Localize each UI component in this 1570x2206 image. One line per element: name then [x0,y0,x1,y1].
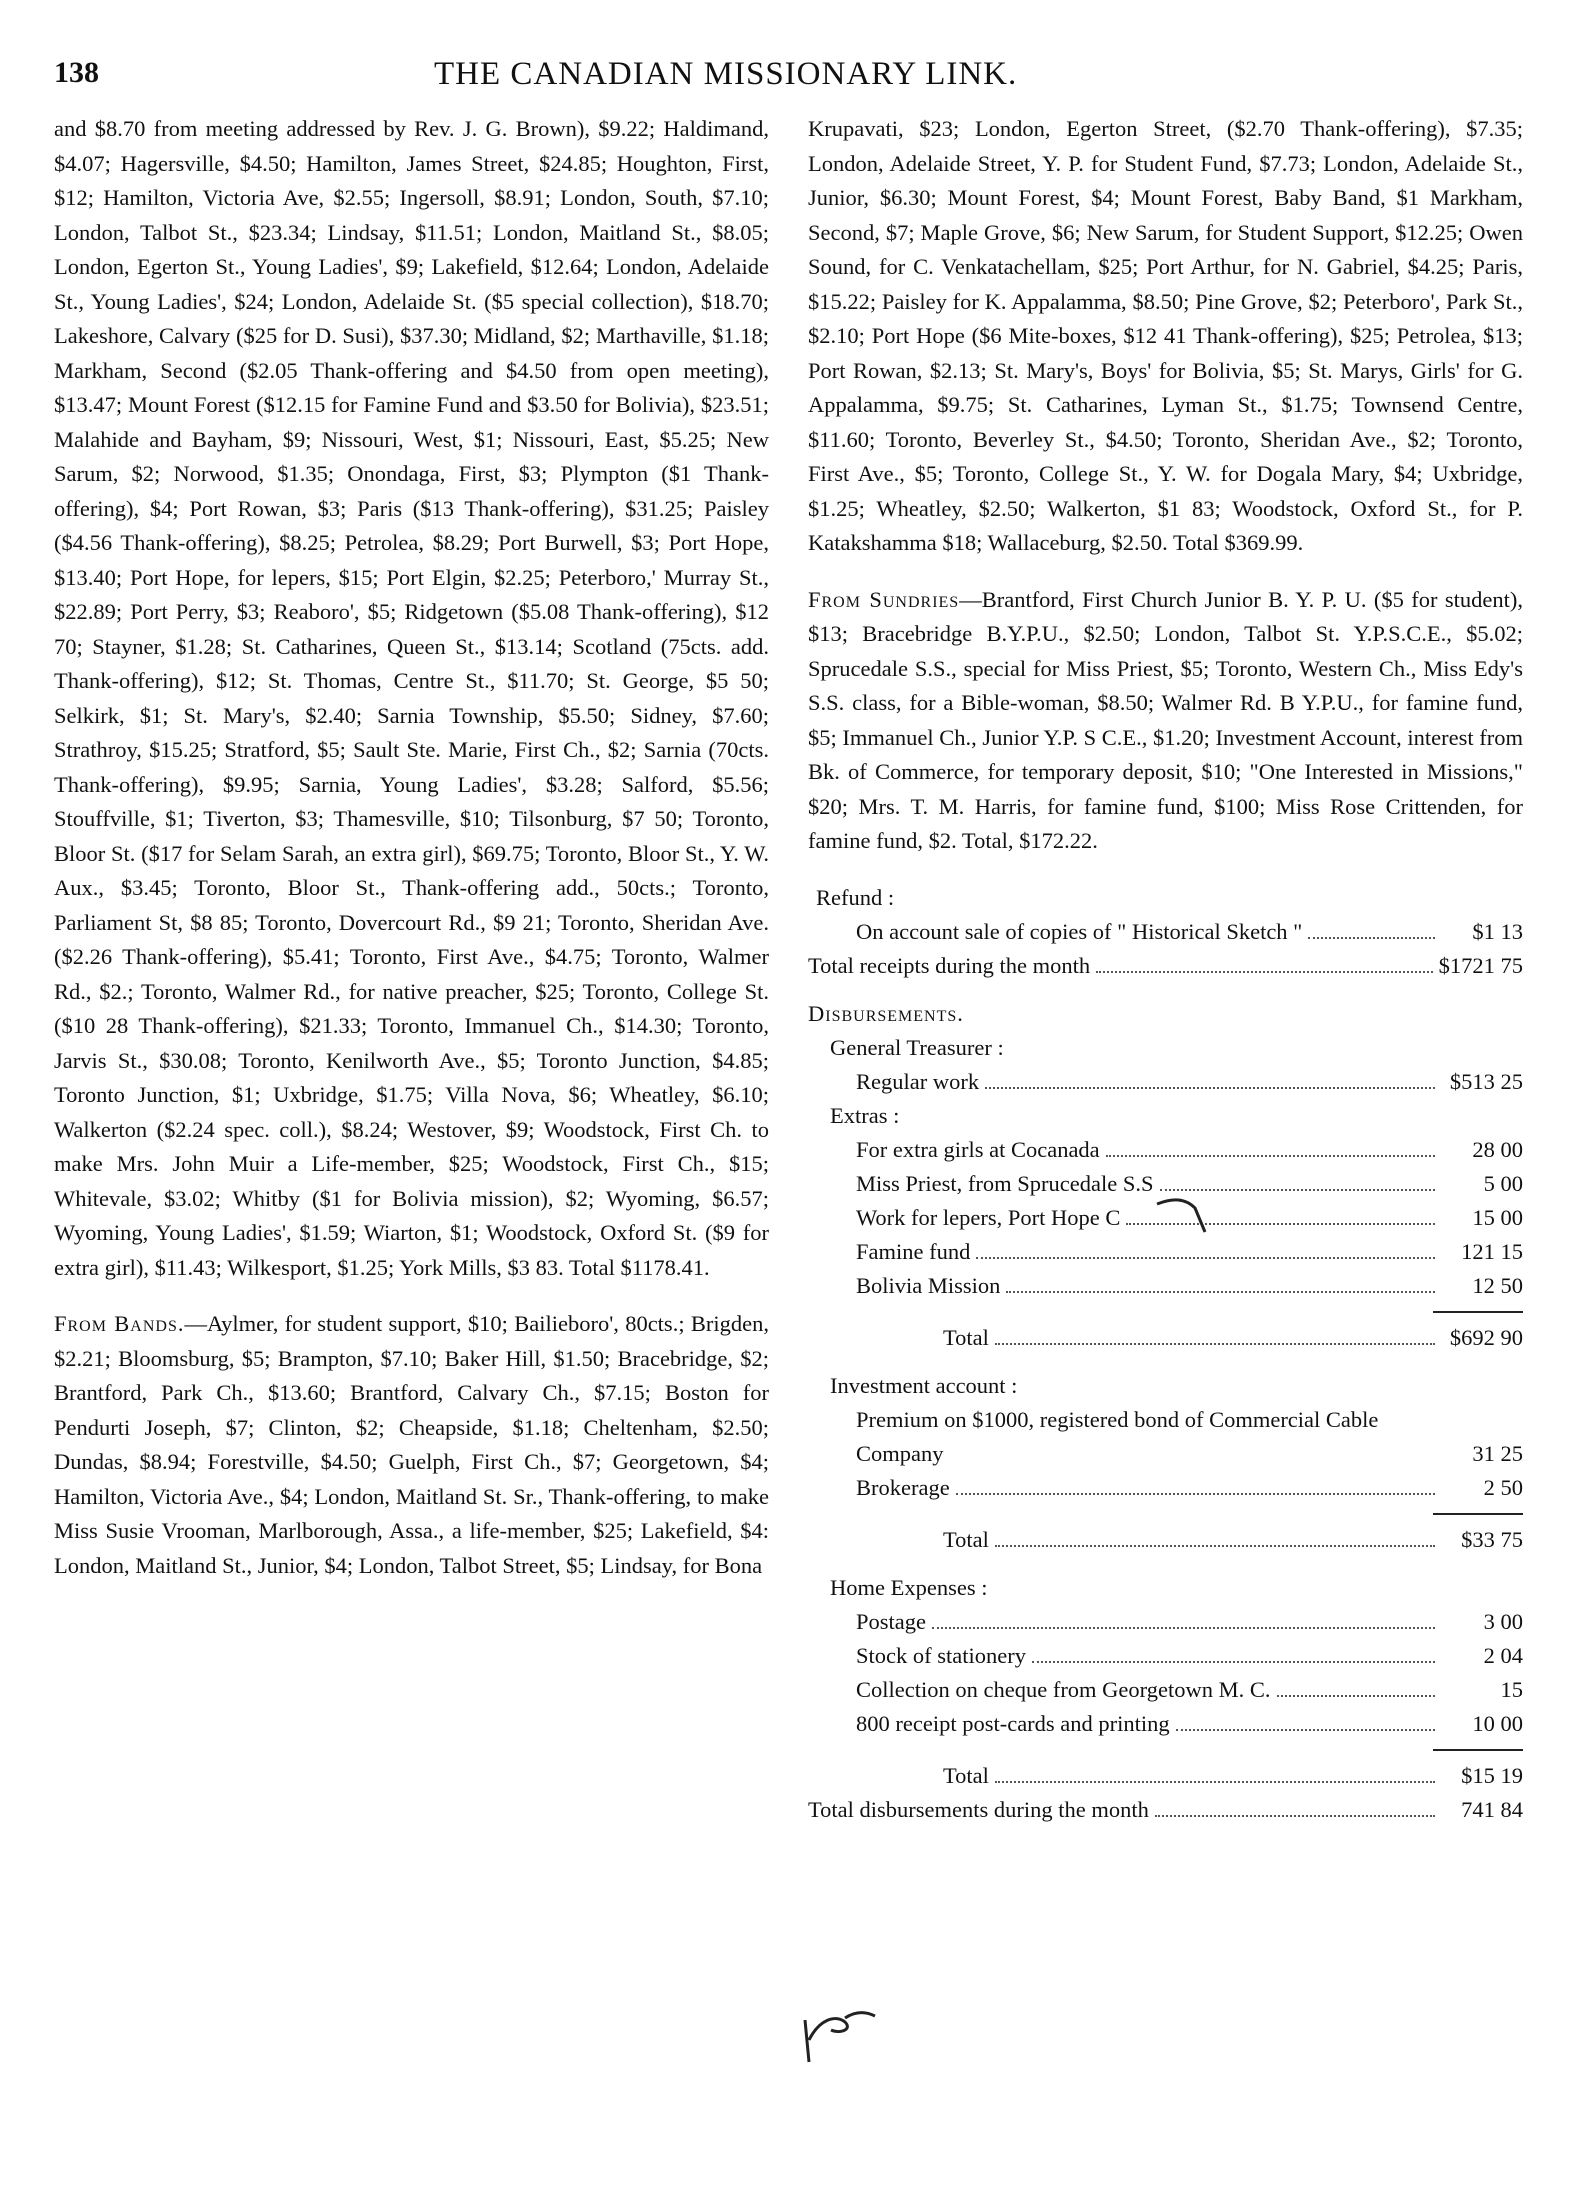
sundries-text: —Brantford, First Church Junior B. Y. P. U. ($5 for student), $13; Bracebridge B.Y.P.U., $2.50; London, Talbot St. Y.P.S.C.E., $5.02; Sprucedale S.S., special for Miss Priest, $5; Toronto, Western Ch., Miss Edy's S.S. class, for a Bible-woman, $8.50; Walmer Rd. B Y.P.U., for famine fund, $5; Immanuel Ch., Junior Y.P. S C.E., $1.20; Investment Account, interest from Bk. of Commerce, for temporary deposit, $10; "One Interested in Missions," $20; Mrs. T. M. Harris, for famine fund, $100; Miss Rose Crittenden, for famine fund, $2. Total, $172.22. [808,586,1523,853]
total-label: Total [943,1324,989,1350]
right-column [808,112,1523,1827]
ledger-label: 800 receipt post-cards and printing [856,1710,1170,1736]
disbursements-heading: Disbursements. [808,1000,964,1026]
leader-dots [995,1343,1435,1345]
leader-dots [1277,1695,1435,1697]
ledger-row [856,1707,1523,1741]
running-title: THE CANADIAN MISSIONARY LINK. [434,56,1018,92]
ledger-label: Postage [856,1608,926,1634]
sum-rule [1433,1513,1523,1515]
page-number: 138 [54,56,99,89]
total-receipts-label: Total receipts during the month [808,952,1091,978]
general-treasurer-heading: General Treasurer : [830,1034,1004,1060]
page-header [54,56,1554,106]
ledger-amount: 3 00 [1483,1608,1523,1634]
total-disbursements-row [808,1793,1523,1827]
ledger-row [856,1133,1523,1167]
regular-work-row [856,1065,1523,1099]
ledger-label: Collection on cheque from Georgetown M. C. [856,1676,1271,1702]
refund-heading: Refund : [816,884,895,910]
leader-dots [1106,1155,1435,1157]
investment-total-row [808,1523,1523,1557]
home-total-amount: $15 19 [1461,1762,1523,1788]
bands-heading: From Bands. [54,1311,185,1336]
ledger-row [856,1269,1523,1303]
bands-text: —Aylmer, for student support, $10; Bailieboro', 80cts.; Brigden, $2.21; Bloomsburg, $5; Brampton, $7.10; Baker Hill, $1.50; Bracebridge, $2; Brantford, Park Ch., $13.60; Brantford, Calvary Ch., $7.15; Boston for Pendurti Joseph, $7; Clinton, $2; Cheapside, $1.18; Cheltenham, $2.50; Dundas, $8.94; Forestville, $4.50; Guelph, First Ch., $7; Georgetown, $4; Hamilton, Victoria Ave., $4; London, Maitland St. Sr., Thank-offering, to make Miss Susie Vrooman, Marlborough, Assa., a life-member, $25; Lakefield, $4: London, Maitland St., Junior, $4; London, Talbot Street, $5; Lindsay, for Bona [54,1311,769,1578]
ledger-row [856,1605,1523,1639]
treasurer-total-row [808,1321,1523,1355]
extras-heading: Extras : [830,1102,900,1128]
handwritten-tick-mark [1155,1190,1215,1240]
investment-premium-label: Premium on $1000, registered bond of Commercial Cable Company [856,1406,1379,1466]
ledger-amount: 15 00 [1472,1204,1523,1230]
brokerage-amount: 2 50 [1483,1474,1523,1500]
regular-work-label: Regular work [856,1068,980,1094]
bands-paragraph [54,1307,769,1583]
ledger-label: Stock of stationery [856,1642,1026,1668]
investment-total-amount: $33 75 [1461,1526,1523,1552]
brokerage-row [856,1471,1523,1505]
ledger-amount: 5 00 [1483,1170,1523,1196]
leader-dots [995,1545,1435,1547]
leader-dots [1308,937,1435,939]
ledger-label: Miss Priest, from Sprucedale S.S [856,1170,1154,1196]
leader-dots [985,1087,1435,1089]
ledger-amount: 2 04 [1483,1642,1523,1668]
total-label: Total [943,1526,989,1552]
ledger-label: Famine fund [856,1238,971,1264]
sundries-paragraph [808,583,1523,859]
refund-amount: $1 13 [1472,918,1523,944]
ledger-amount: 15 [1500,1676,1523,1702]
ledger-label: For extra girls at Cocanada [856,1136,1100,1162]
investment-premium-amount: 31 25 [1472,1440,1523,1466]
leader-dots [1096,971,1433,973]
total-disbursements-label: Total disbursements during the month [808,1796,1149,1822]
brokerage-label: Brokerage [856,1474,950,1500]
leader-dots [1032,1661,1435,1663]
leader-dots [1155,1815,1435,1817]
ledger-label: Bolivia Mission [856,1272,1001,1298]
ledger-amount: 28 00 [1472,1136,1523,1162]
leader-dots [995,1781,1435,1783]
ledger-amount: 10 00 [1472,1710,1523,1736]
regular-work-amount: $513 25 [1449,1068,1523,1094]
leader-dots [976,1257,1435,1259]
leader-dots [1176,1729,1435,1731]
ledger-amount: 12 50 [1472,1272,1523,1298]
circles-paragraph: and $8.70 from meeting addressed by Rev. J. G. Brown), $9.22; Haldimand, $4.07; Hagersville, $4.50; Hamilton, James Street, $24.85; Houghton, First, $12; Hamilton, Victoria Ave, $2.55; Ingersoll, $8.91; London, South, $7.10; London, Talbot St., $23.34; Lindsay, $11.51; London, Maitland St., $8.05; London, Egerton St., Young Ladies', $9; Lakefield, $12.64; London, Adelaide St., Young Ladies', $24; London, Adelaide St. ($5 special collection), $18.70; Lakeshore, Calvary ($25 for D. Susi), $37.30; Midland, $2; Marthaville, $1.18; Markham, Second ($2.05 Thank-offering and $4.50 from open meeting), $13.47; Mount Forest ($12.15 for Famine Fund and $3.50 for Bolivia), $23.51; Malahide and Bayham, $9; Nissouri, West, $1; Nissouri, East, $5.25; New Sarum, $2; Norwood, $1.35; Onondaga, First, $3; Plympton ($1 Thank-offering), $4; Port Rowan, $3; Paris ($13 Thank-offering), $31.25; Paisley ($4.56 Thank-offering), $8.25; Petrolea, $8.29; Port Burwell, $3; Port Hope, $13.40; Port Hope, for lepers, $15; Port Elgin, $2.25; Peterboro,' Murray St., $22.89; Port Perry, $3; Reaboro', $5; Ridgetown ($5.08 Thank-offering), $12 70; Stayner, $1.28; St. Catharines, Queen St., $13.14; Scotland (75cts. add. Thank-offering), $12; St. Thomas, Centre St., $11.70; St. George, $5 50; Selkirk, $1; St. Mary's, $2.40; Sarnia Township, $5.50; Sidney, $7.60; Strathroy, $15.25; Stratford, $5; Sault Ste. Marie, First Ch., $2; Sarnia (70cts. Thank-offering), $9.95; Sarnia, Young Ladies', $3.28; Salford, $5.56; Stouffville, $1; Tiverton, $3; Thamesville, $10; Tilsonburg, $7 50; Toronto, Bloor St. ($17 for Selam Sarah, an extra girl), $69.75; Toronto, Bloor St., Y. W. Aux., $3.45; Toronto, Bloor St., Thank-offering add., 50cts.; Toronto, Parliament St, $8 85; Toronto, Dovercourt Rd., $9 21; Toronto, Sheridan Ave. ($2.26 Thank-offering), $5.41; Toronto, First Ave., $4.75; Toronto, Walmer Rd., $2.; Toronto, Walmer Rd., for native preacher, $25; Toronto, College St. ($10 28 Thank-offering), $21.33; Toronto, Immanuel Ch., $14.30; Toronto, Jarvis St., $30.08; Toronto, Kenilworth Ave., $5; Toronto Junction, $4.85; Toronto Junction, $1; Uxbridge, $1.75; Villa Nova, $6; Wheatley, $6.10; Walkerton ($2.24 spec. coll.), $8.24; Westover, $9; Woodstock, First Ch. to make Mrs. John Muir a Life-member, $25; Woodstock, First Ch., $15; Whitevale, $3.02; Whitby ($1 for Bolivia mission), $2; Wyoming, $6.57; Wyoming, Young Ladies', $1.59; Wiarton, $1; Woodstock, Oxford St. ($9 for extra girl), $11.43; Wilkesport, $1.25; York Mills, $3 83. Total $1178.41. [54,116,769,1280]
sundries-heading: From Sundries [808,586,960,612]
investment-premium-row [856,1403,1523,1471]
total-label: Total [943,1762,989,1788]
leader-dots [1006,1291,1435,1293]
total-receipts-row [808,949,1523,983]
investment-heading: Investment account : [830,1372,1018,1398]
ledger-row [856,1673,1523,1707]
treasurer-total-amount: $692 90 [1449,1324,1523,1350]
refund-row [856,915,1523,949]
ledger [808,881,1523,1827]
bands-continued-paragraph: Krupavati, $23; London, Egerton Street, ($2.70 Thank-offering), $7.35; London, Adelaide Street, Y. P. for Student Fund, $7.73; London, Adelaide St., Junior, $6.30; Mount Forest, $4; Mount Forest, Baby Band, $1 Markham, Second, $7; Maple Grove, $6; New Sarum, for Student Support, $12.25; Owen Sound, for C. Venkatachellam, $25; Port Arthur, for N. Gabriel, $4.25; Paris, $15.22; Paisley for K. Appalamma, $8.50; Pine Grove, $2; Peterboro', Park St., $2.10; Port Hope ($6 Mite-boxes, $12 41 Thank-offering), $25; Petrolea, $13; Port Rowan, $2.13; St. Mary's, Boys' for Bolivia, $5; St. Marys, Girls' for G. Appalamma, $9.75; St. Catharines, Lyman St., $1.75; Townsend Centre, $11.60; Toronto, Beverley St., $4.50; Toronto, Sheridan Ave., $2; Toronto, First Ave., $5; Toronto, College St., Y. W. for Dogala Mary, $4; Uxbridge, $1.25; Wheatley, $2.50; Walkerton, $1 83; Woodstock, Oxford St., for P. Katakshamma $18; Wallaceburg, $2.50. Total $369.99. [808,116,1523,555]
total-receipts-amount: $1721 75 [1438,952,1523,978]
home-expenses-list [808,1605,1523,1741]
ledger-amount: 121 15 [1461,1238,1523,1264]
refund-label: On account sale of copies of " Historical Sketch " [856,918,1303,944]
sum-rule [1433,1749,1523,1751]
ledger-label: Work for lepers, Port Hope C [856,1204,1121,1230]
home-expenses-heading: Home Expenses : [830,1574,988,1600]
left-column [54,112,769,1605]
leader-dots [956,1493,1435,1495]
ledger-row [856,1639,1523,1673]
total-disbursements-amount: 741 84 [1461,1796,1523,1822]
handwritten-initials-mark [795,2000,885,2070]
leader-dots [932,1627,1435,1629]
home-total-row [808,1759,1523,1793]
sum-rule [1433,1311,1523,1313]
